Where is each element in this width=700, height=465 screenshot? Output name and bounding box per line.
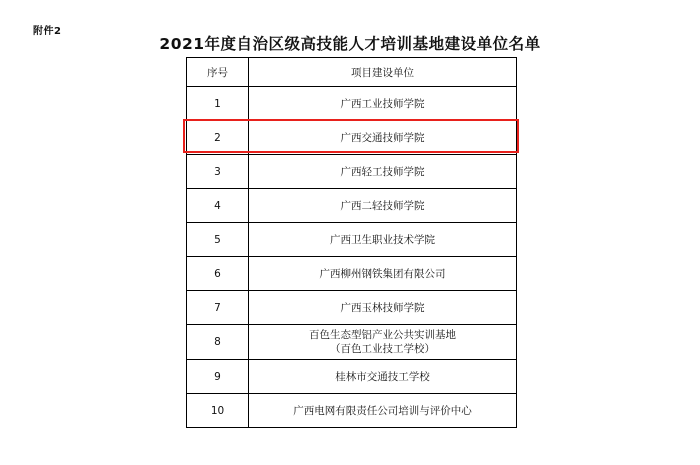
row-no: 3 bbox=[187, 155, 249, 189]
row-unit bbox=[249, 325, 517, 360]
table-row bbox=[187, 325, 517, 360]
row-no: 2 bbox=[187, 121, 249, 155]
attachment-label: 附件2 bbox=[33, 26, 62, 37]
row-unit: 广西玉林技师学院 bbox=[249, 291, 517, 325]
row-no: 4 bbox=[187, 189, 249, 223]
row-unit: 广西工业技师学院 bbox=[249, 87, 517, 121]
column-header-unit: 项目建设单位 bbox=[249, 58, 517, 87]
name-list-table bbox=[186, 57, 517, 428]
table-row bbox=[187, 223, 517, 257]
table-row bbox=[187, 87, 517, 121]
row-unit: 广西柳州钢铁集团有限公司 bbox=[249, 257, 517, 291]
name-list-table-container bbox=[186, 57, 516, 428]
row-unit: 广西交通技师学院 bbox=[249, 121, 517, 155]
row-unit: 广西电网有限责任公司培训与评价中心 bbox=[249, 394, 517, 428]
row-unit: 桂林市交通技工学校 bbox=[249, 360, 517, 394]
row-unit-line1: 百色生态型铝产业公共实训基地 bbox=[309, 329, 456, 341]
column-header-no: 序号 bbox=[187, 58, 249, 87]
table-row bbox=[187, 189, 517, 223]
row-no: 8 bbox=[187, 325, 249, 360]
table-row bbox=[187, 394, 517, 428]
table-row bbox=[187, 155, 517, 189]
row-unit: 广西卫生职业技术学院 bbox=[249, 223, 517, 257]
row-no: 7 bbox=[187, 291, 249, 325]
table-row bbox=[187, 257, 517, 291]
row-no: 9 bbox=[187, 360, 249, 394]
table-row bbox=[187, 121, 517, 155]
table-row bbox=[187, 360, 517, 394]
row-no: 6 bbox=[187, 257, 249, 291]
row-no: 10 bbox=[187, 394, 249, 428]
page-title: 2021年度自治区级高技能人才培训基地建设单位名单 bbox=[159, 35, 541, 53]
row-unit: 广西轻工技师学院 bbox=[249, 155, 517, 189]
row-no: 5 bbox=[187, 223, 249, 257]
table-header-row bbox=[187, 58, 517, 87]
row-unit: 广西二轻技师学院 bbox=[249, 189, 517, 223]
row-unit-line2: （百色工业技工学校） bbox=[330, 343, 435, 356]
row-no: 1 bbox=[187, 87, 249, 121]
table-row bbox=[187, 291, 517, 325]
